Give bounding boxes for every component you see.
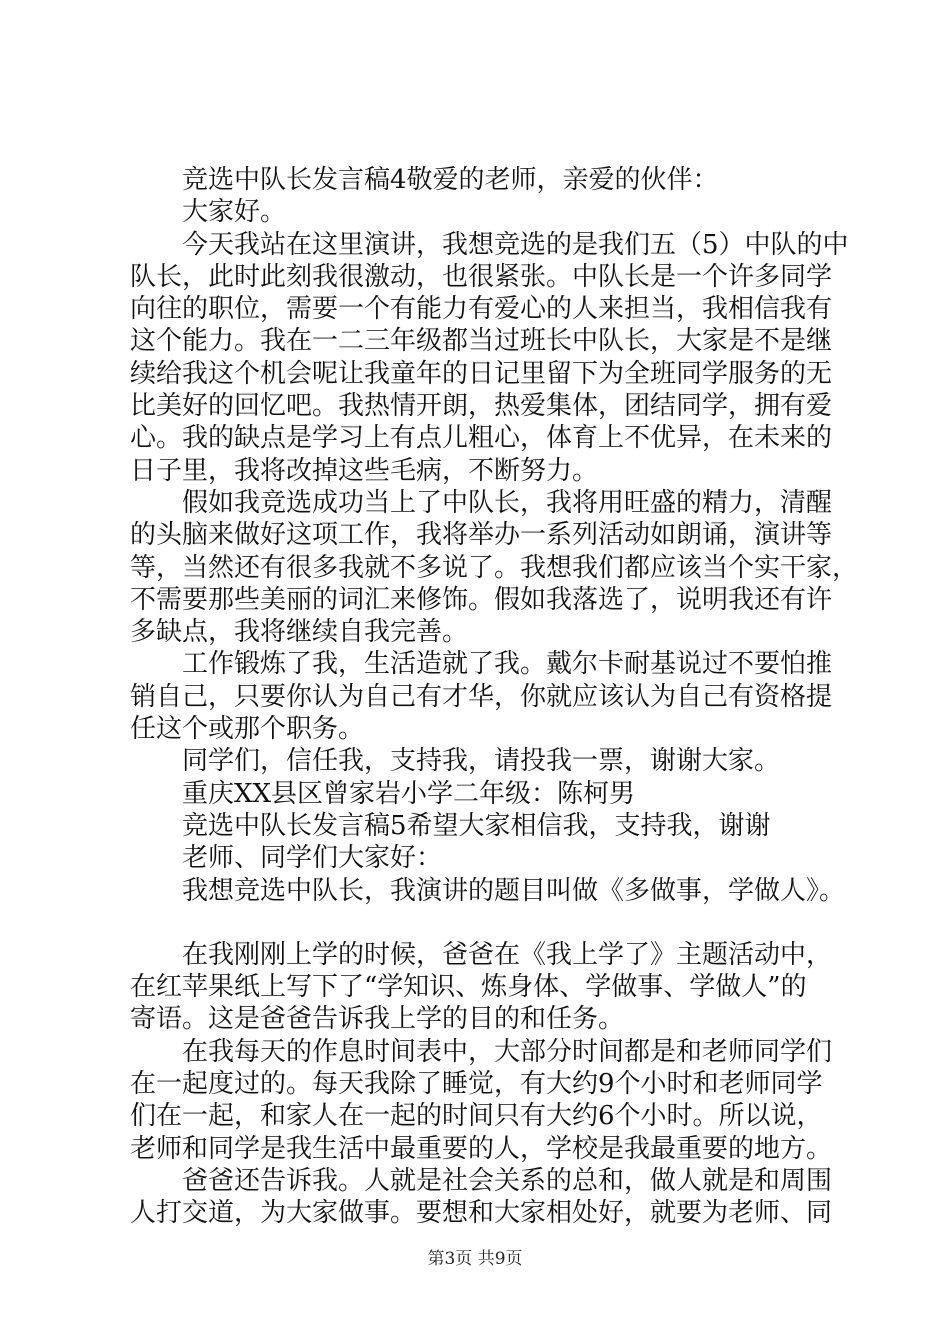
text-line: 老师、同学们大家好：: [182, 843, 443, 874]
text-line: 销自己，只要你认为自己有才华，你就应该认为自己有资格提: [130, 681, 833, 712]
text-line: 在我每天的作息时间表中，大部分时间都是和老师同学们: [182, 1036, 833, 1067]
text-line: 爸爸还告诉我。人就是社会关系的总和，做人就是和周围: [182, 1165, 833, 1196]
text-line: 心。我的缺点是学习上有点儿粗心，体育上不优异，在未来的: [130, 423, 833, 454]
text-line: 队长，此时此刻我很激动，也很紧张。中队长是一个许多同学: [130, 261, 833, 292]
text-line: 我想竞选中队长，我演讲的题目叫做《多做事，学做人》。: [182, 875, 846, 906]
text-line: 重庆XX县区曾家岩小学二年级：陈柯男: [182, 778, 636, 809]
document-body: [130, 164, 859, 1230]
text-line: 寄语。这是爸爸告诉我上学的目的和任务。: [130, 1004, 625, 1035]
text-line: 的头脑来做好这项工作，我将举办一系列活动如朗诵，演讲等: [130, 520, 833, 551]
text-line: 任这个或那个职务。: [130, 714, 365, 745]
text-line: 竞选中队长发言稿4敬爱的老师，亲爱的伙伴：: [182, 165, 719, 195]
text-line: 向往的职位，需要一个有能力有爱心的人来担当，我相信我有: [130, 294, 833, 325]
paragraph-gap: [130, 907, 850, 939]
page-number-footer: 第3页 共9页: [427, 1249, 523, 1269]
text-line: 日子里，我将改掉这些毛病，不断努力。: [130, 455, 599, 486]
text-line: 大家好。: [182, 197, 287, 228]
text-line: 这个能力。我在一二三年级都当过班长中队长，大家是不是继: [130, 326, 833, 357]
text-line: 在一起度过的。每天我除了睡觉，有大约9个小时和老师同学: [130, 1069, 823, 1100]
text-line: 不需要那些美丽的词汇来修饰。假如我落选了，说明我还有许: [130, 584, 833, 615]
text-line: 假如我竞选成功当上了中队长，我将用旺盛的精力，清醒: [182, 487, 833, 518]
text-line: 续给我这个机会呢让我童年的日记里留下为全班同学服务的无: [130, 358, 833, 389]
text-line: 竞选中队长发言稿5希望大家相信我，支持我，谢谢: [182, 810, 771, 841]
text-line: 今天我站在这里演讲，我想竞选的是我们五（5）中队的中: [182, 229, 849, 260]
text-line: 们在一起，和家人在一起的时间只有大约6个小时。所以说，: [130, 1101, 823, 1132]
text-line: 同学们，信任我，支持我，请投我一票，谢谢大家。: [182, 746, 781, 777]
text-line: 工作锻炼了我，生活造就了我。戴尔卡耐基说过不要怕推: [182, 649, 833, 680]
text-line: 等，当然还有很多我就不多说了。我想我们都应该当个实干家，: [130, 552, 859, 583]
text-line: 比美好的回忆吧。我热情开朗，热爱集体，团结同学，拥有爱: [130, 391, 833, 422]
text-line: 人打交道，为大家做事。要想和大家相处好，就要为老师、同: [130, 1198, 833, 1229]
text-line: 在红苹果纸上写下了“学知识、炼身体、学做事、学做人”的: [130, 972, 807, 1003]
text-line: 多缺点，我将继续自我完善。: [130, 617, 469, 648]
text-line: 在我刚刚上学的时候，爸爸在《我上学了》主题活动中，: [182, 939, 833, 970]
text-line: 老师和同学是我生活中最重要的人，学校是我最重要的地方。: [130, 1133, 833, 1164]
